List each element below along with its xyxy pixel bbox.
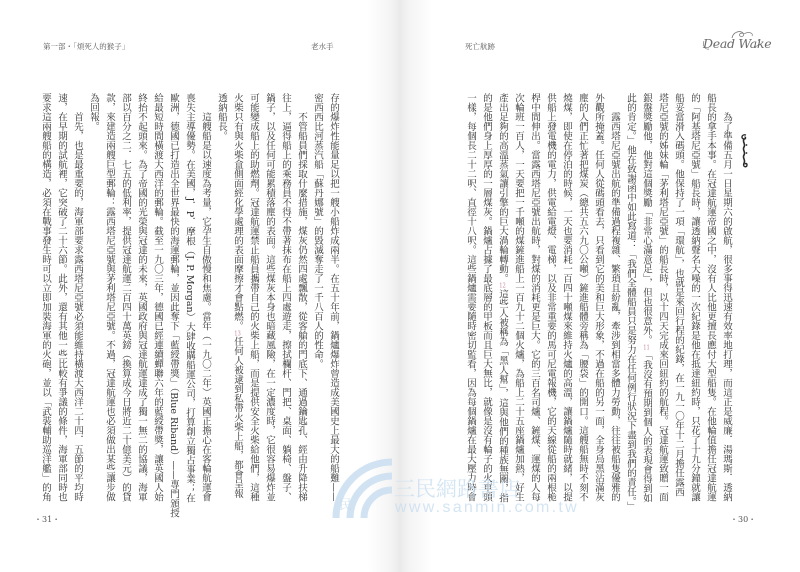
text-column: 此的肯定。」他在致謝函中如此寫道：「我們全體船員只是努力在任何例行狀況下盡到我們的責任。」 (625, 93, 636, 511)
page-number-right: ・30・ (730, 515, 757, 524)
text-column: 喪失主導優勢。在美國，J．P．摩根（J. P. Morgan）大肆收購船運公司，打算創立獨占事業；在 (184, 93, 195, 503)
left-page-body-text (37, 93, 341, 518)
text-column: 外觀所掩蓋。任何人從碼頭看去，只看到它的美和巨大形象，不過在船的另一面，全身烏黑沾滿灰 (593, 93, 604, 502)
text-column: 為了準備五月一日星期六的啟航，很多事得迅速有效率地打理，而這正是威廉．湯瑪斯．透納 (721, 112, 732, 502)
text-column: 速，在早期的試航裡，它突破了二十六節。此外，還有其他一些比較有爭議的條件，海軍部同時也 (56, 93, 67, 502)
text-column: 船妥當滑入碼頭。他保持了一項「環航」，也就是來回行程的紀錄，在一九一〇年十二月擔任露西 (673, 93, 684, 497)
text-column: 給最短時間橫渡大西洋的郵輪。截至一九〇三年，德國已經連續蟬聯六年的藍綬帶獎，讓英國人始 (152, 93, 163, 502)
watermark-store-name: 三民網路書店 (394, 477, 520, 501)
text-column: 歐洲，德國已打造出全世界最快的海運郵輪，並因此奪下「藍綬帶獎」（Blue Riband）——專門頒授 (168, 93, 179, 518)
text-column: 往上，逼得船上的乘務員不得不帶著抹布在船上四處遊走，擦拭欄杆、門把、桌面、躺椅、盤子、 (280, 93, 291, 502)
footnote-marker: 13 (234, 330, 241, 337)
running-header-chapter-title: 老水手 (311, 42, 334, 51)
column-text: 產出足夠的高溫蒸氣讓引擎的巨大渦輪轉動。 (497, 93, 508, 283)
text-column: 次輪班一百人，一天要把一千噸的煤鏟進船上一百九十二個火爐，為船上二十五座鍋爐加熱，好生 (513, 93, 524, 502)
footnote-marker: 12 (499, 283, 506, 289)
text-column (229, 93, 245, 513)
text-column: 塵的人們正忙著把煤炭（總共五六九〇公噸）鏟進船體旁稱為「腰袋」的開口。這艘船無時不刻不 (577, 93, 588, 502)
text-column: 首先，也是最重要的，海軍部要求露西塔尼亞號必須能維持橫渡大西洋二十四．五節的平均時 (72, 112, 83, 502)
right-page-body-text (462, 93, 734, 513)
text-column: 燒煤，即使在停泊的時候，一天也要消耗一百四十噸煤來維持火爐的高溫，讓鍋爐隨時就緒，以提 (561, 93, 572, 502)
text-column: 供船上發電機的電力，供電給電燈、電梯，以及非常重要的馬可尼電報機，它的天線從船的兩根桅 (545, 93, 556, 502)
text-column: 可能變成船上的助燃劑。冠達航運禁止船員攜帶自己的火柴上船，而是提供安全火柴給他們，這種 (248, 93, 259, 502)
text-column: 要求這兩艘船的構造，必須在戰事發生時可以立即加裝海軍的火砲，並以「武裝輔助巡洋艦」的角 (40, 93, 51, 502)
text-column: 終抬不起頭來。為了帝國的光榮與冠達的未來，英國政府與冠達航運達成了獨一無二的協議，海軍 (136, 93, 147, 502)
text-column: 的「阿基塔尼亞號」船長時，讓透納聲名大噪的一次紀錄是他在抵達紐約時，只花了十九分鐘就讓 (689, 93, 700, 502)
text-column: 密西西比河蒸汽船「蘇丹娜號」的毀滅奪走了一千八百人的性命。 (312, 93, 323, 369)
watermark-url: www.sanmin.com.tw (395, 499, 580, 516)
column-text: 火柴只有與火柴盒側面經化學處理的表面摩擦才會點燃。 (232, 93, 243, 331)
text-column: 塔尼亞號的姊妹輪「茅利塔尼亞號」的船長時，以十四天完成來回紐約的航程。冠達航運致贈一面 (657, 93, 668, 502)
text-column: 部以百分之二．七五的低利率，提供冠達航運二百四十萬英鎊（換算成今日將近二十億美元）的貸 (120, 93, 131, 502)
text-column: 一樣，每個長二十二呎、直徑十八呎。這些鍋爐需要隨時密切監看，因為每個鍋爐在最大壓力時會 (465, 93, 476, 502)
watermark-logo-char: 民 (339, 498, 353, 513)
book-logo (702, 29, 772, 53)
running-header-book-title: 死亡航跡 (465, 42, 495, 51)
column-text: 這些人被稱為「黑人幫」，這與他們的種族無關，指 (497, 289, 508, 503)
text-column: 鍋子，以及任何可能累積落塵的表面。這些煤灰本身也暗藏風險，在一定濃度時，它很容易爆炸並 (264, 93, 275, 502)
footnote-marker: 11 (643, 344, 650, 351)
text-column: 透納船長。 (216, 93, 227, 141)
text-column: 為回報。 (88, 93, 99, 131)
column-text: 任何人被逮到私帶火柴上船，都會呈報 (232, 336, 243, 498)
running-header-part-title: 第一部・「煩死人的猴子」 (43, 42, 130, 51)
column-text: 銀盤獎勵他，他對這個獎勵「非常心滿意足」，但也很意外。 (641, 93, 652, 345)
text-column: 這艘船是以速度為考量，它孕生自傲慢和焦慮。當年（一九〇二年）英國正擔心在客輪航運會 (200, 112, 211, 502)
text-column: 款，來建造兩艘巨型郵輪：露西塔尼亞號與茅利塔尼亞號。不過，冠達航運也必須做出某些讓步做 (104, 93, 115, 502)
text-column: 的是他們身上厚厚的一層煤灰。鍋爐占據了最底層的甲板而且巨大無比，就像是沒有輪子的火車頭 (481, 93, 492, 502)
logo-text: Dead Wake (703, 36, 772, 51)
text-column (494, 93, 510, 513)
text-column (638, 93, 654, 513)
text-column: 存的爆炸性能量足以把一艘小船炸成兩半。在五十年前，鍋爐爆炸曾造成美國史上最大的船難—— (328, 93, 339, 502)
text-column: 船長的拿手本事。在冠達航運帝國之中，沒有人比他更擅長應付大型船隻。在他輪值擔任冠達航運 (705, 93, 716, 502)
text-column: 桿中間伸出。當露西塔尼亞號出航時，對煤的消耗更是巨大。它的三百名司爐、鏟煤、運煤的人每 (529, 93, 540, 502)
page-number-left: ・31・ (34, 515, 61, 524)
text-column: 露西塔尼亞號出航的準備過程複雜、繁瑣且紛亂，牽涉到相當多體力勞動，往往被船隻優雅的 (609, 112, 620, 502)
text-column: 不管船員們採取什麼措施，煤灰仍然四處飄散，從客艙的門底下、通過鑰匙孔、經由升降扶梯 (296, 112, 307, 502)
vertical-flourish-icon (738, 133, 750, 169)
column-text: 「我沒有預期到個人的表現會得到如 (641, 350, 652, 503)
